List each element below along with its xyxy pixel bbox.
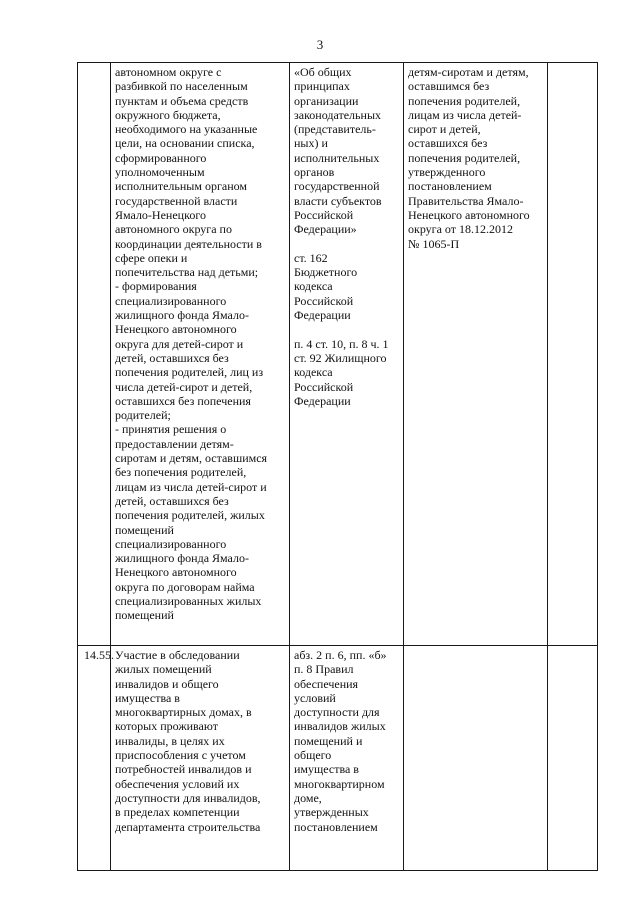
text-line: помещений и — [294, 733, 363, 748]
paragraph-gap — [294, 237, 399, 251]
text-line: сформированного — [115, 150, 207, 165]
text-line: автономного округа по — [115, 222, 232, 237]
text-line: жилых помещений — [115, 662, 212, 677]
text-line: окружного бюджета, — [115, 107, 221, 122]
text-line: власти субъектов — [294, 193, 382, 208]
text-line: попечения родителей, — [408, 150, 521, 165]
text-line: жилищного фонда Ямало- — [115, 551, 249, 566]
text-line: числа детей-сирот и детей, — [115, 379, 253, 394]
text-line: принципах — [294, 79, 350, 94]
text-line: Ненецкого автономного — [115, 565, 237, 580]
text-line: сиротам и детям, оставшимся — [115, 451, 268, 466]
text-line: исполнительным органом — [115, 179, 247, 194]
text-line: попечения родителей, жилых — [115, 508, 265, 523]
cell-description — [111, 646, 290, 871]
text-line: утвержденного — [408, 165, 486, 180]
text-line: координации деятельности в — [115, 236, 262, 251]
text-line: попечительства над детьми; — [115, 265, 259, 280]
cell-number — [78, 63, 111, 646]
text-line: исполнительных — [294, 150, 380, 165]
legal-basis-text — [294, 65, 399, 408]
text-line: доступности для — [294, 705, 380, 720]
cell-number — [78, 646, 114, 871]
text-line: кодекса — [294, 365, 333, 380]
text-line: сирот и детей, — [408, 122, 481, 137]
paragraph-gap — [294, 322, 399, 336]
text-line: ных) и — [294, 136, 328, 151]
text-line: приспособления с учетом — [115, 748, 246, 763]
text-line: Ненецкого автономного — [115, 322, 237, 337]
text-line: - формирования — [115, 279, 197, 294]
text-line: инвалидов жилых — [294, 719, 386, 734]
text-line: округа для детей-сирот и — [115, 336, 244, 351]
text-line: - принятия решения о — [115, 422, 227, 437]
cell-legal-basis — [290, 646, 404, 871]
text-line: доступности для инвалидов, — [115, 790, 261, 805]
text-line: органов — [294, 165, 335, 180]
text-line: департамента строительства — [115, 819, 261, 834]
text-line: лицам из числа детей-сирот и — [115, 479, 267, 494]
text-line: имущества в — [294, 762, 359, 777]
text-line: Федерации — [294, 308, 351, 323]
text-line: попечения родителей, лиц из — [115, 365, 264, 380]
text-line: постановлением — [294, 819, 378, 834]
table-row — [78, 646, 598, 871]
text-line: организации — [294, 93, 359, 108]
text-line: Ненецкого автономного — [408, 207, 530, 222]
text-line: кодекса — [294, 279, 333, 294]
table-row — [78, 63, 598, 646]
text-line: многоквартирных домах, в — [115, 705, 252, 720]
text-line: которых проживают — [115, 719, 218, 734]
text-line: оставшимся без — [408, 79, 490, 94]
text-line: в пределах компетенции — [115, 805, 240, 820]
text-line: необходимого на указанные — [115, 122, 258, 137]
text-line: ст. 162 — [294, 250, 328, 265]
description-text — [115, 648, 285, 834]
cell-extra — [548, 63, 598, 646]
legal-basis-text — [294, 648, 399, 834]
text-line: лицам из числа детей- — [408, 107, 522, 122]
text-line: попечения родителей, — [408, 93, 521, 108]
text-line: постановлением — [408, 179, 492, 194]
text-line: без попечения родителей, — [115, 465, 247, 480]
text-line: оставшихся без — [408, 136, 488, 151]
cell-extra — [548, 646, 598, 871]
text-line: уполномоченным — [115, 165, 205, 180]
text-line: Федерации — [294, 393, 351, 408]
text-line: цели, на основании списка, — [115, 136, 255, 151]
text-line: детей, оставшихся без — [115, 493, 229, 508]
text-line: автономном округе с — [115, 65, 222, 79]
text-line: пунктам и объема средств — [115, 93, 249, 108]
text-line: абз. 2 п. 6, пп. «б» — [294, 648, 387, 662]
text-line: предоставлении детям- — [115, 436, 234, 451]
text-line: специализированных жилых — [115, 593, 262, 608]
text-line: оставшихся без попечения — [115, 393, 251, 408]
text-line: сфере опеки и — [115, 250, 188, 265]
text-line: «Об общих — [294, 65, 352, 79]
text-line: утвержденных — [294, 805, 369, 820]
document-table — [77, 62, 598, 871]
text-line: инвалиды, в целях их — [115, 733, 225, 748]
text-line: разбивкой по населенным — [115, 79, 248, 94]
text-line: специализированного — [115, 293, 227, 308]
text-line: потребностей инвалидов и — [115, 762, 252, 777]
text-line: детям-сиротам и детям, — [408, 65, 529, 79]
text-line: Федерации» — [294, 222, 357, 237]
text-line: Ямало-Ненецкого — [115, 207, 206, 222]
text-line: специализированного — [115, 536, 227, 551]
text-line: имущества в — [115, 690, 180, 705]
text-line: обеспечения условий их — [115, 776, 240, 791]
text-line: многоквартирном — [294, 776, 385, 791]
text-line: инвалидов и общего — [115, 676, 219, 691]
text-line: Правительства Ямало- — [408, 193, 524, 208]
text-line: п. 4 ст. 10, п. 8 ч. 1 — [294, 336, 389, 351]
text-line: (представитель- — [294, 122, 376, 137]
text-line: Российской — [294, 379, 354, 394]
text-line: ст. 92 Жилищного — [294, 350, 387, 365]
cell-legal-basis — [290, 63, 404, 646]
text-line: Участие в обследовании — [115, 648, 240, 662]
text-line: жилищного фонда Ямало- — [115, 308, 249, 323]
cell-description — [111, 63, 290, 646]
text-line: законодательных — [294, 107, 381, 122]
row-number: 14.55. — [84, 648, 114, 662]
text-line: доме, — [294, 790, 322, 805]
cell-regulation — [404, 63, 548, 646]
text-line: государственной — [294, 179, 380, 194]
text-line: округа по договорам найма — [115, 579, 255, 594]
text-line: детей, оставшихся без — [115, 350, 229, 365]
cell-regulation — [404, 646, 548, 871]
regulation-text — [408, 65, 543, 251]
text-line: обеспечения — [294, 676, 359, 691]
text-line: Бюджетного — [294, 265, 358, 280]
text-line: Российской — [294, 293, 354, 308]
text-line: государственной власти — [115, 193, 238, 208]
row-number — [82, 65, 84, 79]
text-line: родителей; — [115, 408, 171, 423]
text-line: общего — [294, 748, 332, 763]
text-line: помещений — [115, 608, 174, 623]
text-line: условий — [294, 690, 336, 705]
text-line: п. 8 Правил — [294, 662, 354, 677]
text-line: № 1065-П — [408, 236, 460, 251]
text-line: округа от 18.12.2012 — [408, 222, 514, 237]
description-text — [115, 65, 285, 623]
text-line: Российской — [294, 207, 354, 222]
text-line: помещений — [115, 522, 174, 537]
page-number: 3 — [316, 37, 324, 52]
